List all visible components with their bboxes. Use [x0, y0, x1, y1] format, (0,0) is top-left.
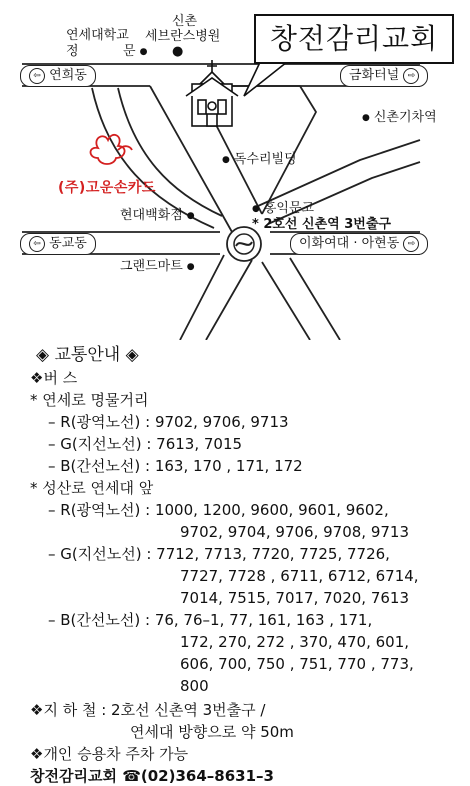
phone-number: ☎(02)364–8631–3: [122, 767, 274, 785]
landmark-yonsei-l2: 정: [66, 44, 79, 59]
stop2-r1: – R(광역노선) : 1000, 1200, 9600, 9601, 9602,: [48, 501, 389, 519]
road-ewha-label: 이화여대 · 아현동: [299, 236, 400, 251]
road-lower-right: [262, 258, 340, 340]
landmark-yonsei-l3: 문 ●: [123, 44, 147, 60]
stop2-b2: 172, 270, 272 , 370, 470, 601,: [180, 633, 409, 651]
stop2-b3: 606, 700, 750 , 751, 770 , 773,: [180, 655, 414, 673]
landmark-grand-mart: 그랜드마트 ●: [120, 259, 195, 275]
stop2-g1: – G(지선노선) : 7712, 7713, 7720, 7725, 7726,: [48, 545, 390, 563]
subway-line2: 연세대 방향으로 약 50m: [130, 723, 294, 741]
church-building-icon: [186, 60, 238, 126]
road-donggyo: [20, 233, 96, 255]
stop1-title: * 연세로 명물거리: [30, 391, 149, 409]
arrow-left-icon: ⇦: [29, 68, 45, 84]
road-geumhwa: [340, 65, 428, 87]
stop2-title: * 성산로 연세대 앞: [30, 479, 154, 497]
landmark-yonsei-l1: 연세대학교: [66, 28, 129, 43]
landmark-hongik: ● 홍익문고: [252, 201, 314, 217]
landmark-severance-l2: 세브란스병원: [145, 29, 221, 44]
bus-title: ❖버 스: [30, 369, 78, 387]
stop2-g2: 7727, 7728 , 6711, 6712, 6714,: [180, 567, 419, 585]
landmark-severance-l1: 신촌: [172, 14, 198, 29]
stop2-b4: 800: [180, 677, 209, 695]
landmark-doksuri: ● 독수리빌딩: [222, 152, 297, 168]
church-title: 창전감리교회: [269, 22, 439, 55]
road-ewha: [290, 233, 428, 255]
stop1-g: – G(지선노선) : 7613, 7015: [48, 435, 243, 453]
stop1-b: – B(간선노선) : 163, 170 , 171, 172: [48, 457, 303, 475]
church-contact: [30, 767, 274, 785]
landmark-sinchon-train: ● 신촌기차역: [362, 110, 437, 126]
road-yeonhui: [20, 65, 96, 87]
arrow-right-icon: ⇨: [403, 68, 419, 84]
arrow-right-icon: ⇨: [403, 236, 419, 252]
landmark-hyundai: 현대백화점 ●: [120, 208, 195, 224]
road-geumhwa-label: 금화터널: [349, 68, 400, 83]
church-title-box: [254, 14, 454, 64]
severance-marker: ●: [172, 44, 184, 59]
stop2-g3: 7014, 7515, 7017, 7020, 7613: [180, 589, 410, 607]
road-donggyo-label: 동교동: [49, 236, 87, 251]
info-heading: ◈ 교통안내 ◈: [36, 345, 139, 365]
car-info: ❖개인 승용차 주차 가능: [30, 745, 189, 763]
church-name: 창전감리교회: [30, 767, 117, 785]
brand-name: (주)고운손카드: [58, 180, 156, 196]
arrow-left-icon: ⇦: [29, 236, 45, 252]
stop2-r2: 9702, 9704, 9706, 9708, 9713: [180, 523, 410, 541]
road-yeonhui-label: 연희동: [49, 68, 87, 83]
subway-line1: ❖지 하 철 : 2호선 신촌역 3번출구 /: [30, 701, 266, 719]
stop2-b1: – B(간선노선) : 76, 76–1, 77, 161, 163 , 171,: [48, 611, 373, 629]
landmark-station-exit: * 2호선 신촌역 3번출구: [252, 217, 391, 232]
stop1-r: – R(광역노선) : 9702, 9706, 9713: [48, 413, 289, 431]
subway-roundabout: [227, 227, 261, 261]
station-exit-label: 2호선 신촌역 3번출구: [263, 217, 391, 232]
